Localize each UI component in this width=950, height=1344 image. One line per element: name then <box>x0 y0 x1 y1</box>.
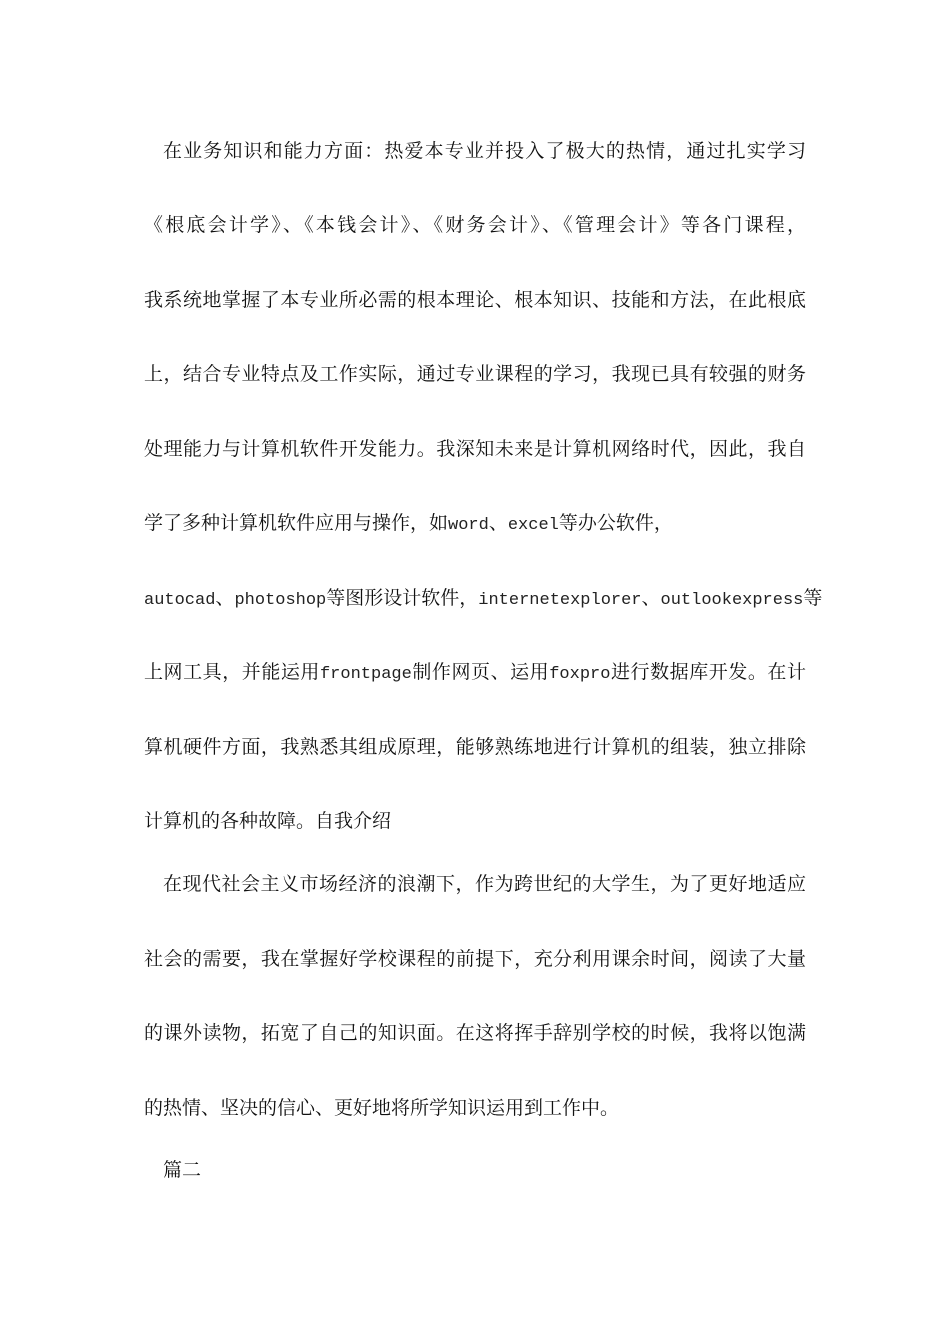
paragraph1-line10: 计算机的各种故障。自我介绍 <box>144 810 392 832</box>
text-segment: 上网工具，并能运用 <box>144 661 320 683</box>
text-segment: 等图形设计软件， <box>326 587 479 609</box>
paragraph1-line6 <box>144 507 806 539</box>
text-segment: 等 <box>803 587 823 609</box>
paragraph1-line4: 上，结合专业特点及工作实际，通过专业课程的学习，我现已具有较强的财务 <box>144 363 806 385</box>
software-name-autocad: autocad <box>144 591 216 610</box>
text-separator: 、 <box>488 512 508 534</box>
paragraph1-line5: 处理能力与计算机软件开发能力。我深知未来是计算机网络时代，因此，我自 <box>144 438 806 460</box>
software-name-outlookexpress: outlookexpress <box>660 591 804 610</box>
paragraph1-line2: 《根底会计学》、《本钱会计》、《财务会计》、《管理会计》等各门课程， <box>144 214 806 236</box>
text-separator: 、 <box>215 587 235 609</box>
paragraph1-line7 <box>144 582 823 614</box>
software-name-foxpro: foxpro <box>549 665 611 684</box>
text-segment: 学了多种计算机软件应用与操作，如 <box>144 512 449 534</box>
paragraph1-line1: 在业务知识和能力方面：热爱本专业并投入了极大的热情，通过扎实学习 <box>163 140 806 162</box>
software-name-word: word <box>448 516 489 535</box>
paragraph1-line9: 算机硬件方面，我熟悉其组成原理，能够熟练地进行计算机的组装，独立排除 <box>144 736 806 758</box>
paragraph2-line3: 的课外读物，拓宽了自己的知识面。在这将挥手辞别学校的时候，我将以饱满 <box>144 1022 806 1044</box>
software-name-internetexplorer: internetexplorer <box>478 591 642 610</box>
paragraph1-line3: 我系统地掌握了本专业所必需的根本理论、根本知识、技能和方法，在此根底 <box>144 289 806 311</box>
paragraph2-line1: 在现代社会主义市场经济的浪潮下，作为跨世纪的大学生，为了更好地适应 <box>163 873 806 895</box>
text-segment: 制作网页、运用 <box>411 661 550 683</box>
software-name-photoshop: photoshop <box>234 591 327 610</box>
paragraph2-line4: 的热情、坚决的信心、更好地将所学知识运用到工作中。 <box>144 1097 620 1119</box>
paragraph1-line8 <box>144 656 806 688</box>
text-separator: 、 <box>641 587 661 609</box>
section-heading: 篇二 <box>163 1159 202 1181</box>
software-name-excel: excel <box>507 516 559 535</box>
text-segment: 等办公软件， <box>558 512 673 534</box>
software-name-frontpage: frontpage <box>319 665 412 684</box>
text-segment: 进行数据库开发。在计 <box>610 661 806 683</box>
paragraph2-line2: 社会的需要，我在掌握好学校课程的前提下，充分利用课余时间，阅读了大量 <box>144 948 806 970</box>
